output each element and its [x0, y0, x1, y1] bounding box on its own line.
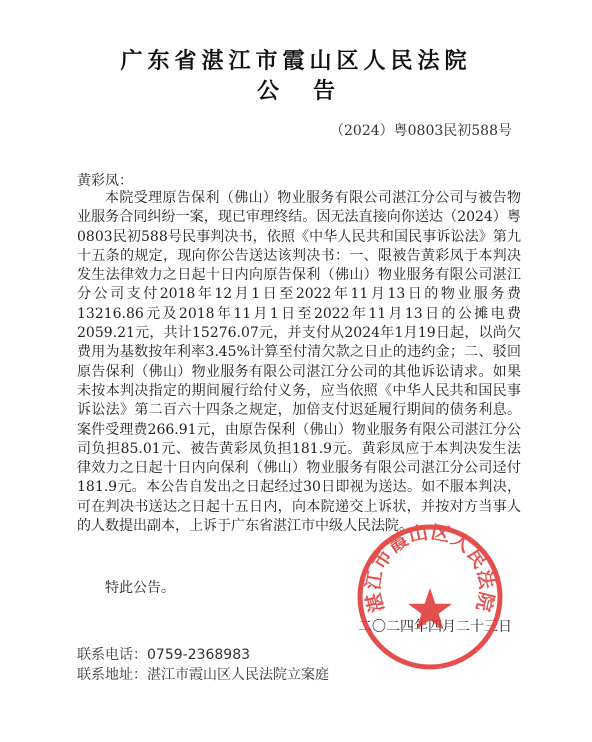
notice-body: 本院受理原告保利（佛山）物业服务有限公司湛江分公司与被告物业服务合同纠纷一案，现已审理终结。因无法直接向你送达（2024）粤0803民初588号民事判决书，依照《中华人民共和国民事诉讼法》第九十五条的规定，现向你公告送达该判决书：一、限被告黄彩凤于本判决发生法律效力之日起十日内向原告保利（佛山）物业服务有限公司湛江分公司支付2018年12月1日至2022年11月13日的物业服务费13216.86元及2018年11月1日至2022年11月13日的公摊电费2059.21元，共计15276.07元，并支付从2024年1月19日起，以尚欠费用为基数按年利率3.45%计算至付清欠款之日止的违约金；二、驳回原告保利（佛山）物业服务有限公司湛江分公司的其他诉讼请求。如果未按本判决指定的期间履行给付义务，应当依照《中华人民共和国民事诉讼法》第二百六十四条之规定，加倍支付迟延履行期间的债务利息。案件受理费266.91元，由原告保利（佛山）物业服务有限公司湛江分公司负担85.01元、被告黄彩凤负担181.9元。黄彩凤应于本判决发生法律效力之日起十日内向保利（佛山）物业服务有限公司湛江分公司迳付181.9元。本公告自发出之日起经过30日即视为送达。如不服本判决，可在判决书送达之日起十五日内，向本院递交上诉状，并按对方当事人的人数提出副本，上诉于广东省湛江市中级人民法院。 [77, 190, 521, 535]
court-seal [355, 522, 505, 672]
contact-address: 联系地址：湛江市霞山区人民法院立案庭 [77, 667, 329, 683]
seal-star-icon [408, 588, 452, 630]
closing-remark: 特此公告。 [105, 580, 175, 596]
seal-text: 湛江市霞山区人民法院 [362, 522, 498, 615]
contact-phone: 联系电话：0759-2368983 [77, 647, 251, 663]
court-name: 广东省湛江市霞山区人民法院 [120, 49, 472, 74]
case-number: （2024）粤0803民初588号 [330, 123, 512, 139]
document-title: 公告 [256, 79, 369, 104]
issue-date: 二〇二四年四月二十三日 [358, 619, 512, 635]
addressee: 黄彩凤： [77, 173, 133, 189]
